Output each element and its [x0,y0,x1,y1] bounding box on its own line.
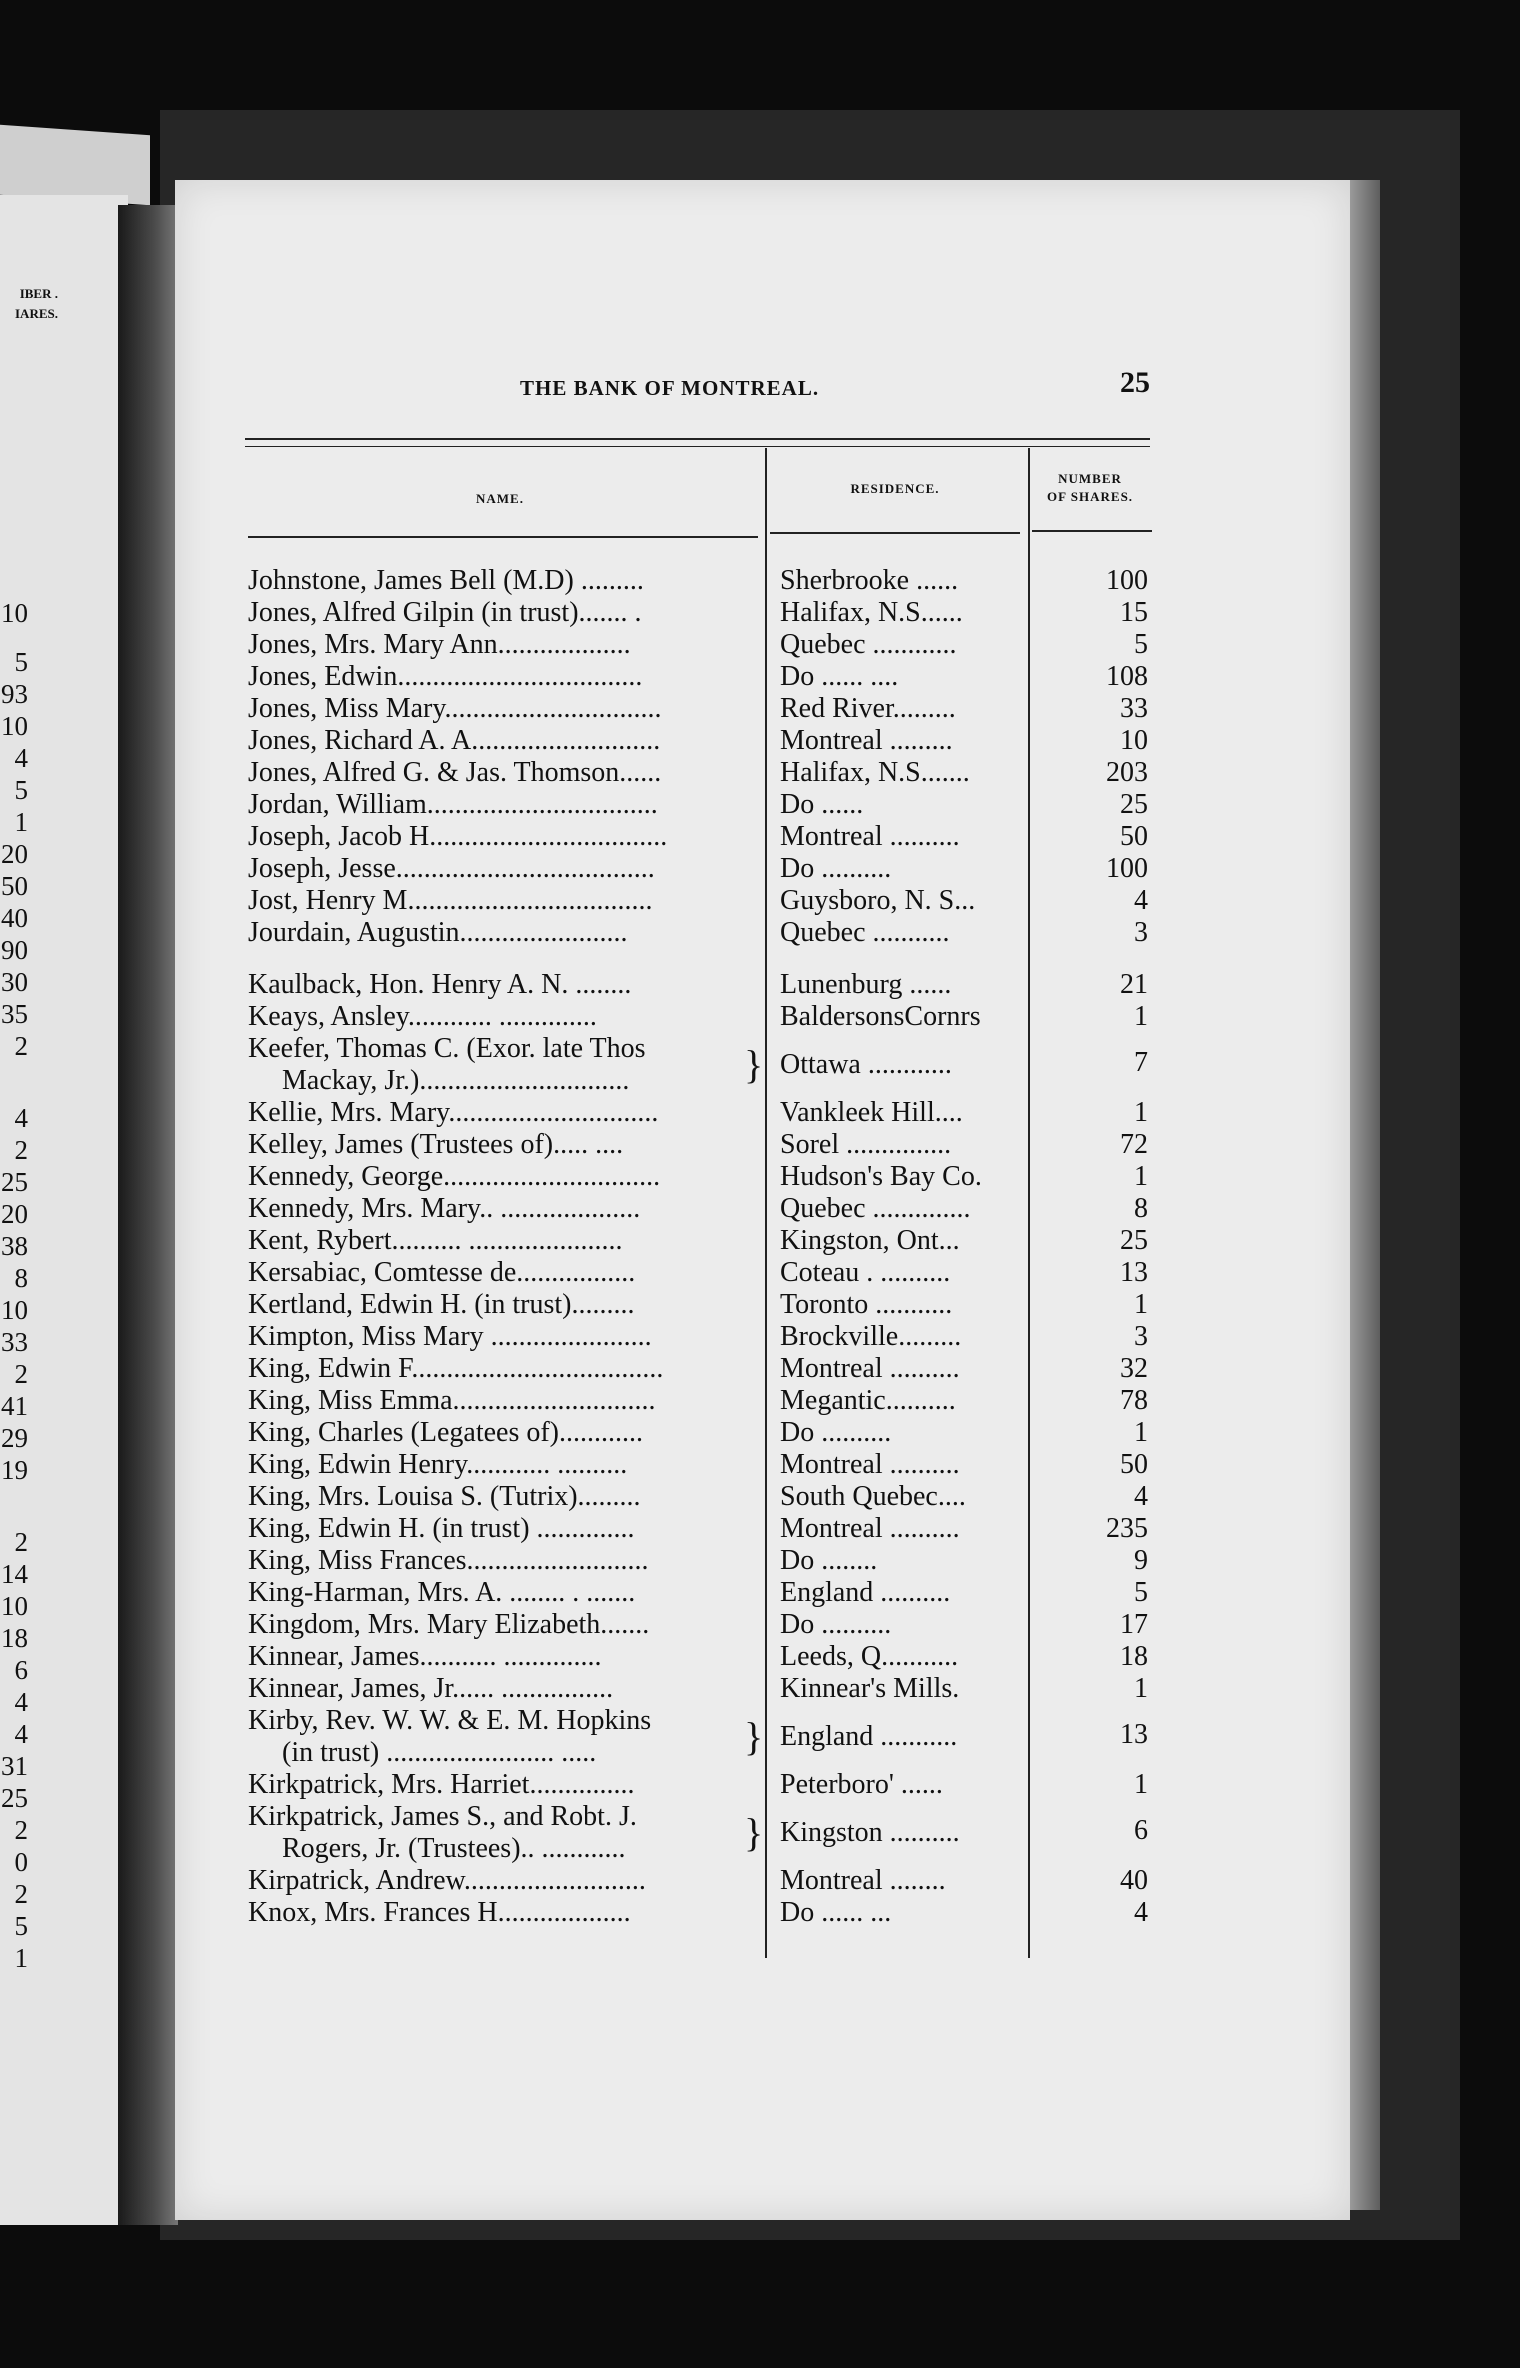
residence: Halifax, N.S...... [780,597,963,628]
shareholder-name: Jones, Richard A. A........................... [248,725,661,756]
shareholder-name: Kellie, Mrs. Mary.............................. [248,1097,659,1128]
table-row [0,885,1160,917]
residence: Toronto ........... [780,1289,953,1320]
residence: Sorel ............... [780,1129,952,1160]
residence: Montreal ........ [780,1865,946,1896]
left-page-number: 19 [1,1455,28,1485]
residence: Coteau . .......... [780,1257,951,1288]
name-header: NAME. [476,491,524,506]
residence: Montreal .......... [780,1353,960,1384]
number-of-shares: 10 [1120,725,1148,756]
number-of-shares: 9 [1134,1545,1148,1576]
shareholder-name: Jordan, William................................. [248,789,658,820]
shareholder-name: King, Miss Frances.......................... [248,1545,649,1576]
residence: Do ...... [780,789,864,820]
table-row [0,1129,1160,1161]
left-page-number: 20 [1,1199,28,1229]
table-row [0,1513,1160,1545]
table-row [0,853,1160,885]
residence: Peterboro' ...... [780,1769,943,1800]
left-page-number: 0 [14,1847,28,1877]
left-header-line2: IARES. [15,306,58,321]
shareholder-name: Kaulback, Hon. Henry A. N. ........ [248,969,632,1000]
left-page-number: 5 [14,775,28,805]
shareholder-name-continued: Rogers, Jr. (Trustees).. ............ [282,1833,626,1864]
left-page-number: 35 [1,999,28,1029]
number-of-shares: 13 [1120,1719,1148,1750]
residence: Kingston .......... [780,1817,960,1848]
residence: Montreal ......... [780,725,953,756]
residence: South Quebec.... [780,1481,966,1512]
number-of-shares: 25 [1120,1225,1148,1256]
shares-col-rule [1032,530,1152,532]
table-row [0,1769,1160,1801]
number-of-shares: 13 [1120,1257,1148,1288]
shareholder-name: Kimpton, Miss Mary ....................... [248,1321,652,1352]
shareholder-name: Kertland, Edwin H. (in trust)......... [248,1289,635,1320]
table-row [0,969,1160,1001]
residence: Do ...... .... [780,661,899,692]
residence: Guysboro, N. S... [780,885,976,916]
shareholder-name: King, Mrs. Louisa S. (Tutrix)......... [248,1481,641,1512]
table-row [0,1161,1160,1193]
shareholder-name: Knox, Mrs. Frances H................... [248,1897,631,1928]
shareholder-name: Kirby, Rev. W. W. & E. M. Hopkins [248,1705,652,1736]
table-row [0,1033,1160,1097]
number-of-shares: 1 [1134,1769,1148,1800]
table-row [0,629,1160,661]
shareholder-name: King, Miss Emma............................. [248,1385,656,1416]
left-page-number: 90 [1,935,28,965]
shareholder-name: Kennedy, George............................... [248,1161,661,1192]
number-of-shares: 8 [1134,1193,1148,1224]
table-row [0,1481,1160,1513]
number-of-shares: 5 [1134,1577,1148,1608]
shareholder-name: Kinnear, James........... .............. [248,1641,602,1672]
table-row [0,1449,1160,1481]
shareholder-name: Kingdom, Mrs. Mary Elizabeth....... [248,1609,650,1640]
residence: Do ........ [780,1545,878,1576]
table-row [0,1193,1160,1225]
number-of-shares: 50 [1120,821,1148,852]
shareholder-name: Jones, Edwin................................... [248,661,643,692]
number-of-shares: 1 [1134,1673,1148,1704]
table-row [0,789,1160,821]
table-row [0,1705,1160,1769]
left-page-number: 14 [1,1559,28,1589]
left-page-number: 1 [14,807,28,837]
number-of-shares: 72 [1120,1129,1148,1160]
table-row [0,661,1160,693]
residence: Montreal .......... [780,1449,960,1480]
left-page-number: 93 [1,679,28,709]
residence: Ottawa ............ [780,1049,952,1080]
table-row [0,1257,1160,1289]
left-page-number: 8 [14,1263,28,1293]
left-page-number: 1 [14,1943,28,1973]
shareholder-name-continued: (in trust) ........................ ..... [282,1737,597,1768]
running-head: THE BANK OF MONTREAL. [520,376,820,400]
number-of-shares: 1 [1134,1417,1148,1448]
table-row [0,1289,1160,1321]
shareholder-name: Kirpatrick, Andrew.......................... [248,1865,646,1896]
shareholder-name: Joseph, Jacob H.................................. [248,821,668,852]
left-page-number: 10 [1,711,28,741]
shareholder-name: Jones, Mrs. Mary Ann................... [248,629,631,660]
shareholder-name: Keefer, Thomas C. (Exor. late Thos [248,1033,646,1064]
residence: Quebec ............ [780,629,957,660]
shareholder-name: Jourdain, Augustin........................ [248,917,628,948]
residence: Do .......... [780,1609,892,1640]
shareholder-name: King, Charles (Legatees of)............ [248,1417,643,1448]
residence: Lunenburg ...... [780,969,952,1000]
left-page-number: 18 [1,1623,28,1653]
residence: Red River......... [780,693,956,724]
number-of-shares: 15 [1120,597,1148,628]
left-page-number: 5 [14,647,28,677]
residence: Halifax, N.S....... [780,757,970,788]
residence: Vankleek Hill.... [780,1097,963,1128]
brace-mark: } [744,1042,764,1087]
number-of-shares: 21 [1120,969,1148,1000]
left-page-number: 38 [1,1231,28,1261]
table-row [0,1865,1160,1897]
residence-col-rule [770,532,1020,534]
left-page-number: 33 [1,1327,28,1357]
left-page-number: 2 [14,1879,28,1909]
left-page-number: 6 [14,1655,28,1685]
residence: Montreal .......... [780,821,960,852]
number-of-shares: 3 [1134,1321,1148,1352]
table-row [0,1321,1160,1353]
residence: Montreal .......... [780,1513,960,1544]
left-page-number: 10 [1,598,28,628]
table-row [0,1417,1160,1449]
number-of-shares: 100 [1106,565,1148,596]
left-page-number: 4 [14,1719,28,1749]
number-of-shares: 1 [1134,1161,1148,1192]
number-of-shares: 33 [1120,693,1148,724]
shareholder-name: Keays, Ansley............ .............. [248,1001,597,1032]
number-of-shares: 4 [1134,1897,1148,1928]
name-col-rule [248,536,758,538]
table-row [0,1385,1160,1417]
residence: Quebec ........... [780,917,950,948]
shares-header [1030,470,1150,506]
table-row [0,725,1160,757]
table-row [0,1897,1160,1929]
shareholder-name: Kirkpatrick, Mrs. Harriet............... [248,1769,635,1800]
number-of-shares: 1 [1134,1097,1148,1128]
shareholder-name: Joseph, Jesse..................................... [248,853,655,884]
page-edge [1350,180,1380,2210]
residence: England .......... [780,1577,951,1608]
left-page-corner [0,125,150,205]
shareholder-name: Kelley, James (Trustees of)..... .... [248,1129,624,1160]
residence: Hudson's Bay Co. [780,1161,982,1192]
shareholder-name: Jost, Henry M................................... [248,885,653,916]
number-of-shares: 1 [1134,1289,1148,1320]
table-row [0,1225,1160,1257]
left-page-number: 4 [14,743,28,773]
table-row [0,757,1160,789]
number-of-shares: 4 [1134,1481,1148,1512]
shareholder-name: Jones, Alfred G. & Jas. Thomson...... [248,757,662,788]
left-page-number: 2 [14,1815,28,1845]
residence: Brockville......... [780,1321,962,1352]
number-of-shares: 25 [1120,789,1148,820]
residence: BaldersonsCornrs [780,1001,981,1032]
shareholder-name: Kennedy, Mrs. Mary.. .................... [248,1193,641,1224]
shareholder-name: Kirkpatrick, James S., and Robt. J. [248,1801,637,1832]
table-row [0,565,1160,597]
residence: England ........... [780,1721,958,1752]
table-row [0,917,1160,949]
shares-header-line1: NUMBER [1058,471,1122,486]
shareholder-name: Jones, Alfred Gilpin (in trust)....... . [248,597,642,628]
left-page-number: 4 [14,1687,28,1717]
number-of-shares: 18 [1120,1641,1148,1672]
shareholder-name: Kinnear, James, Jr...... ................ [248,1673,614,1704]
left-page-number: 29 [1,1423,28,1453]
residence: Leeds, Q........... [780,1641,959,1672]
left-page-number: 5 [14,1911,28,1941]
shareholder-name: King, Edwin Henry............ .......... [248,1449,628,1480]
shares-header-line2: OF SHARES. [1046,489,1134,504]
shareholder-name: King, Edwin F.................................... [248,1353,664,1384]
residence: Do ...... ... [780,1897,892,1928]
residence: Do .......... [780,853,892,884]
number-of-shares: 100 [1106,853,1148,884]
table-row [0,693,1160,725]
number-of-shares: 4 [1134,885,1148,916]
left-header-line1: IBER . [19,286,58,301]
number-of-shares: 6 [1134,1815,1148,1846]
number-of-shares: 3 [1134,917,1148,948]
left-page-number: 25 [1,1167,28,1197]
left-shares-header [0,284,58,324]
residence-header: RESIDENCE. [850,481,940,496]
number-of-shares: 1 [1134,1001,1148,1032]
number-of-shares: 5 [1134,629,1148,660]
number-of-shares: 32 [1120,1353,1148,1384]
number-of-shares: 235 [1106,1513,1148,1544]
top-rule-2 [245,446,1150,447]
number-of-shares: 108 [1106,661,1148,692]
left-page-number: 41 [1,1391,28,1421]
shareholder-name: Jones, Miss Mary............................... [248,693,662,724]
number-of-shares: 17 [1120,1609,1148,1640]
table-row [0,1545,1160,1577]
number-of-shares: 50 [1120,1449,1148,1480]
left-page-number: 50 [1,871,28,901]
number-of-shares: 7 [1134,1047,1148,1078]
brace-mark: } [744,1810,764,1855]
table-row [0,1577,1160,1609]
number-of-shares: 203 [1106,757,1148,788]
table-row [0,1673,1160,1705]
left-page-number: 30 [1,967,28,997]
table-row [0,1801,1160,1865]
shareholder-name: Kersabiac, Comtesse de................. [248,1257,636,1288]
table-row [0,1097,1160,1129]
page-number: 25 [1120,366,1150,399]
shareholder-name-continued: Mackay, Jr.).............................. [282,1065,630,1096]
left-page-number: 10 [1,1295,28,1325]
number-of-shares: 78 [1120,1385,1148,1416]
residence: Kingston, Ont... [780,1225,960,1256]
left-page-number: 25 [1,1783,28,1813]
left-page-number: 2 [14,1527,28,1557]
residence: Do .......... [780,1417,892,1448]
top-rule [245,438,1150,440]
table-row [0,821,1160,853]
table-row [0,1353,1160,1385]
table-row [0,1641,1160,1673]
table-row [0,597,1160,629]
left-page-number: 2 [14,1031,28,1061]
brace-mark: } [744,1714,764,1759]
shareholder-name: King-Harman, Mrs. A. ........ . ....... [248,1577,636,1608]
left-page-number: 10 [1,1591,28,1621]
shareholder-name: Johnstone, James Bell (M.D) ......... [248,565,644,596]
number-of-shares: 40 [1120,1865,1148,1896]
residence: Quebec .............. [780,1193,971,1224]
table-row [0,1609,1160,1641]
left-page-number: 2 [14,1359,28,1389]
left-page-number: 4 [14,1103,28,1133]
left-page-number: 20 [1,839,28,869]
residence: Sherbrooke ...... [780,565,959,596]
left-page-number: 40 [1,903,28,933]
residence: Megantic.......... [780,1385,956,1416]
residence: Kinnear's Mills. [780,1673,960,1704]
left-page-number: 2 [14,1135,28,1165]
shareholder-name: King, Edwin H. (in trust) .............. [248,1513,635,1544]
left-page-number: 31 [1,1751,28,1781]
shareholder-name: Kent, Rybert.......... ...................... [248,1225,623,1256]
table-row [0,1001,1160,1033]
